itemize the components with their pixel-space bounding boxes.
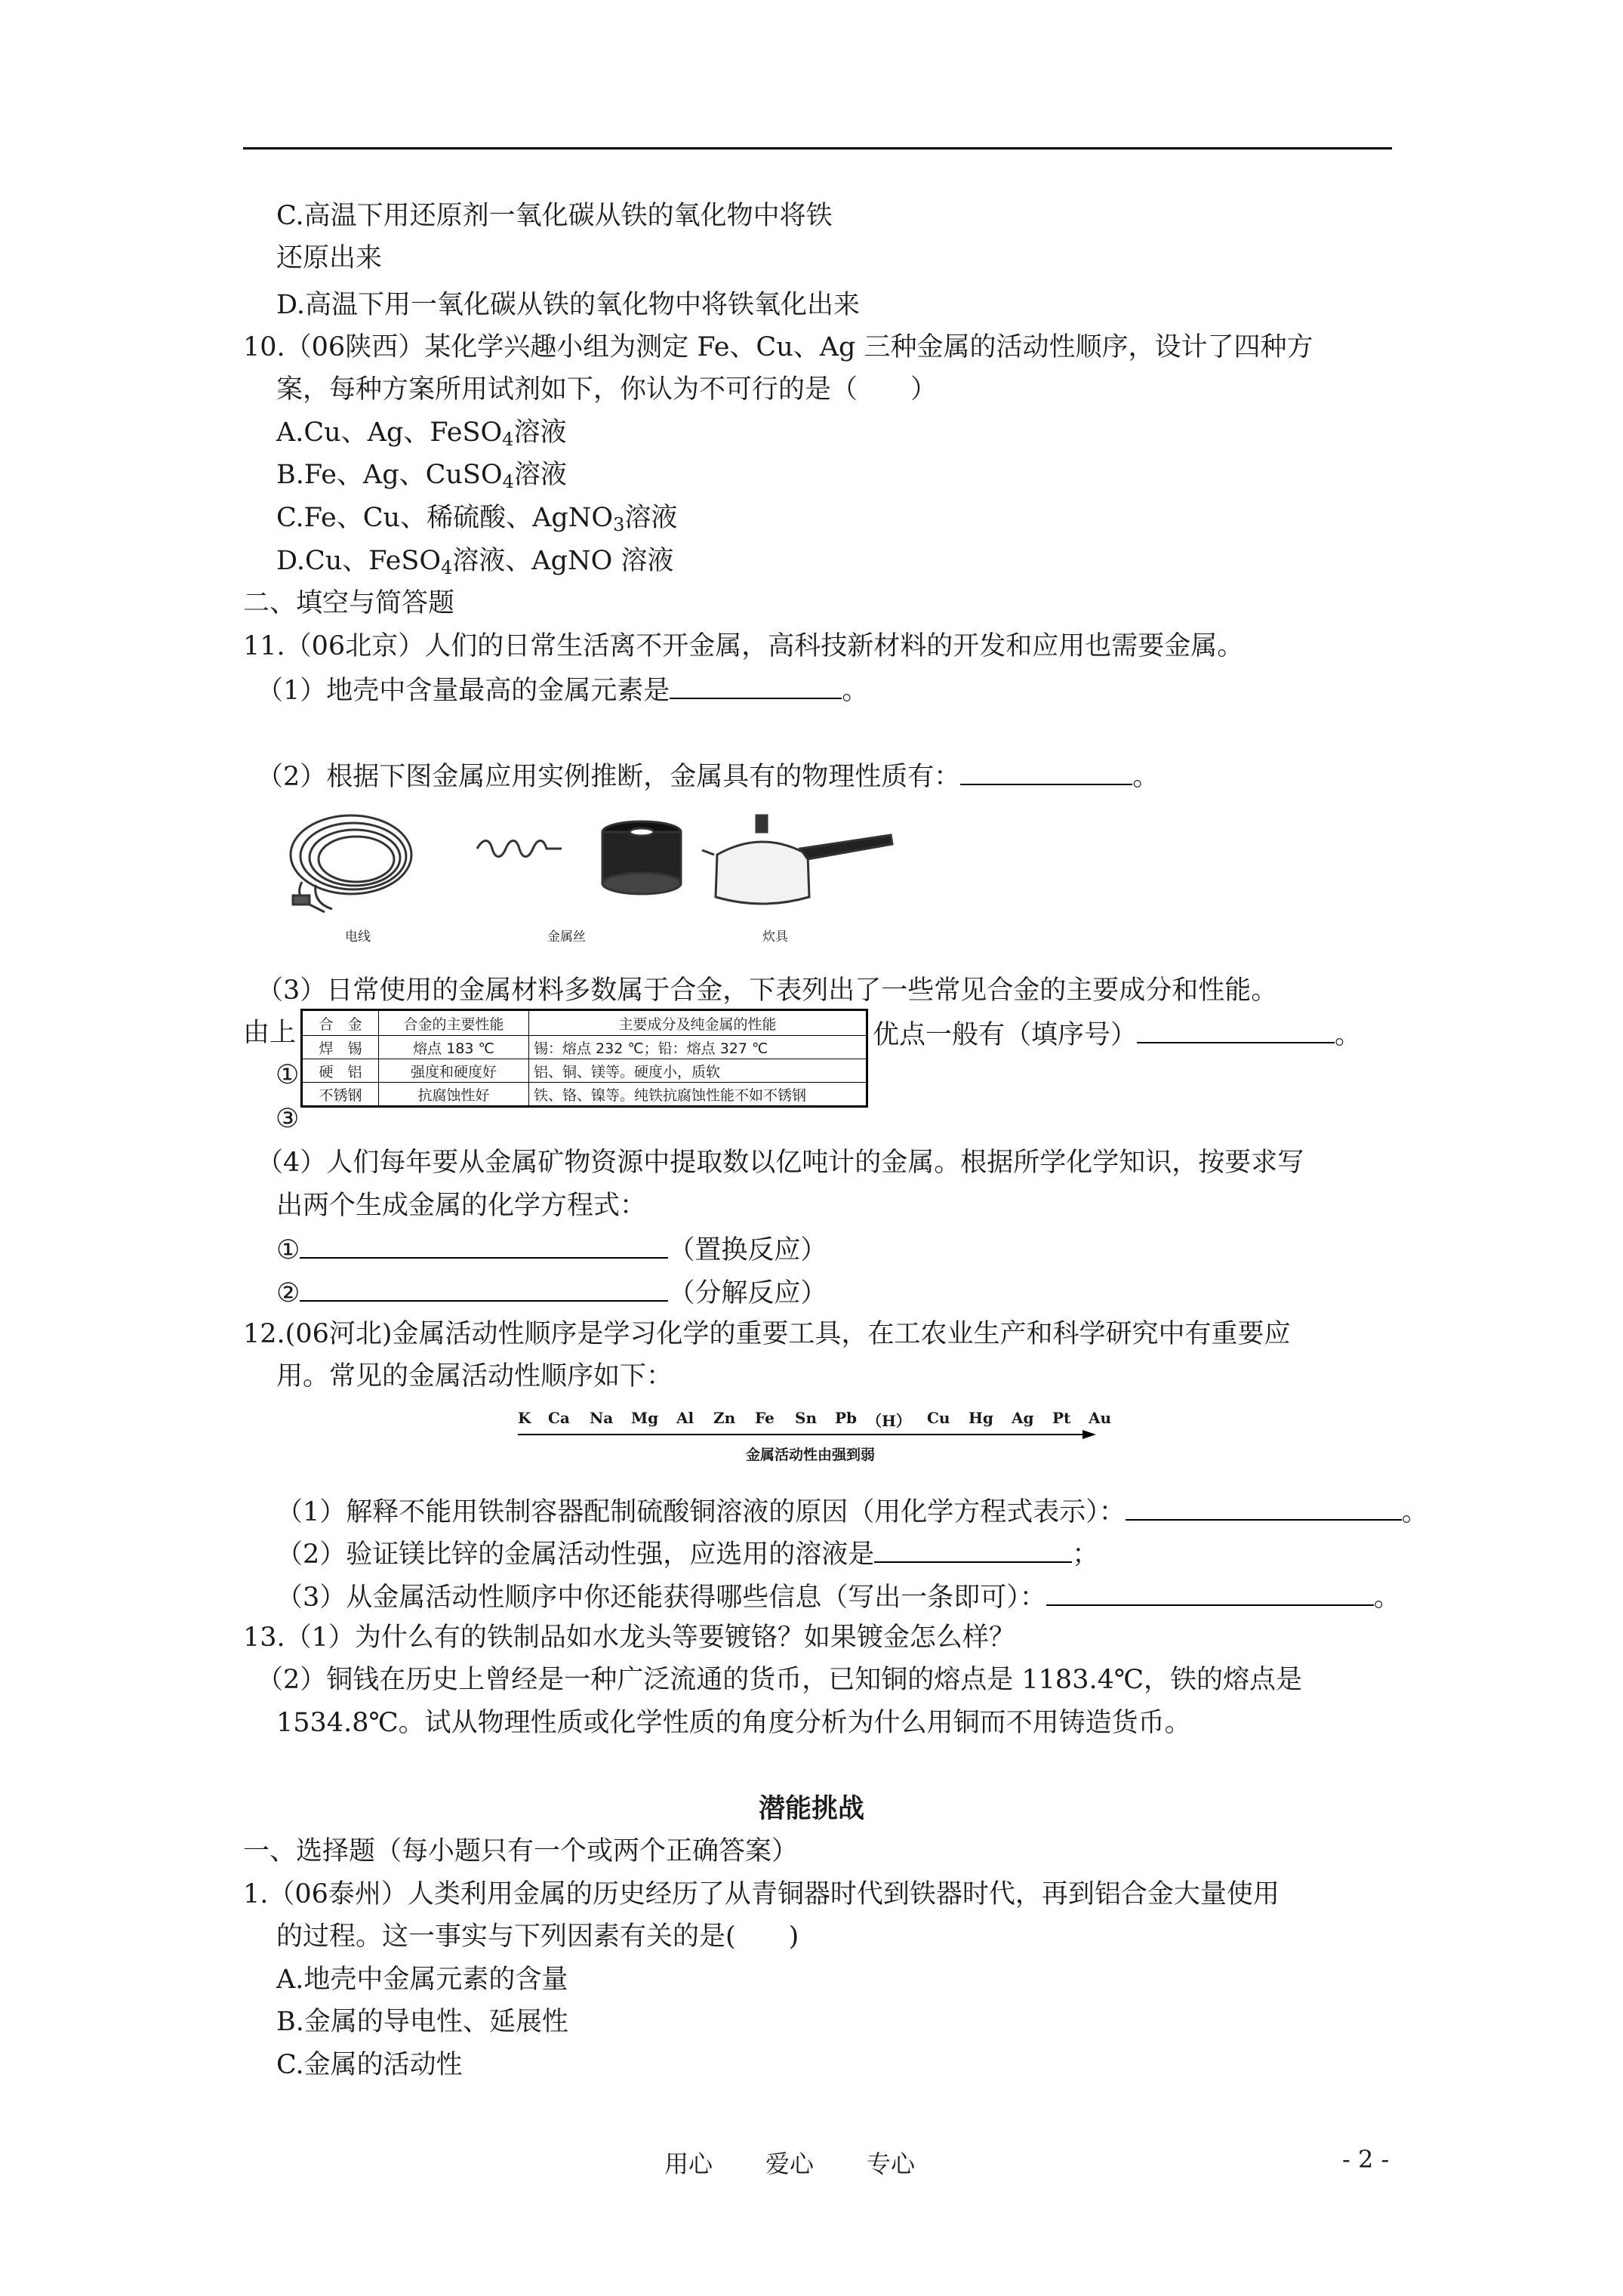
series-element: Ag (1012, 1409, 1034, 1427)
q11-part3-prompt: 优点一般有（填序号） 。 (873, 1018, 1361, 1050)
alloy-table (300, 1009, 868, 1108)
equation-1-blank[interactable] (300, 1233, 668, 1259)
activity-series-arrow (518, 1428, 1122, 1441)
q9-option-d: D.高温下用一氧化碳从铁的氧化物中将铁氧化出来 (276, 290, 860, 320)
caption-cookware: 炊具 (762, 929, 788, 945)
q11-equation-1: ① （置换反应） (276, 1233, 827, 1265)
table-cell: 铝、铜、镁等。硬度小，质软 (529, 1059, 867, 1083)
series-element: Sn (795, 1409, 817, 1427)
cookware-image (702, 815, 892, 904)
challenge-title: 潜能挑战 (758, 1793, 864, 1824)
q11-part3-blank[interactable] (1137, 1018, 1335, 1043)
series-element: Pb (835, 1409, 858, 1427)
alloy-col-composition: 主要成分及纯金属的性能 (529, 1010, 867, 1036)
q11-part3-lead: 由上 (243, 1018, 297, 1048)
page-number: - 2 - (1342, 2145, 1390, 2174)
q12-part1-blank[interactable] (1126, 1495, 1402, 1521)
wire-coil-image (291, 815, 411, 912)
equation-2-blank[interactable] (300, 1276, 668, 1302)
challenge-q1-option-c: C.金属的活动性 (276, 2050, 463, 2080)
challenge-q1-option-b: B.金属的导电性、延展性 (276, 2007, 568, 2037)
q11-part3-option-3: ③ (276, 1104, 300, 1134)
q13-part1: 13.（1）为什么有的铁制品如水龙头等要镀铬？如果镀金怎么样？ (243, 1623, 1015, 1653)
challenge-q1-stem-cont: 的过程。这一事实与下列因素有关的是( ) (276, 1922, 799, 1952)
q11-equation-2: ② （分解反应） (276, 1276, 827, 1308)
q12-part1: （1）解释不能用铁制容器配制硫酸铜溶液的原因（用化学方程式表示）： 。 (276, 1495, 1428, 1527)
q12-stem-cont: 用。常见的金属活动性顺序如下： (276, 1361, 673, 1391)
alloy-table-header (302, 1010, 867, 1036)
challenge-q1-stem: 1.（06泰州）人类利用金属的历史经历了从青铜器时代到铁器时代，再到铝合金大量使用 (243, 1879, 1280, 1909)
series-element: Hg (969, 1409, 993, 1427)
q10-option-d: D.Cu、FeSO$_4$溶液、AgNO 溶液 (276, 546, 674, 578)
q11-part2: （2）根据下图金属应用实例推断，金属具有的物理性质有： 。 (257, 760, 1159, 792)
table-row (302, 1083, 867, 1107)
challenge-q1-option-a: A.地壳中金属元素的含量 (276, 1965, 568, 1995)
series-element: Mg (631, 1409, 659, 1427)
alloy-col-properties: 合金的主要性能 (379, 1010, 529, 1036)
q10-option-c: C.Fe、Cu、稀硫酸、AgNO$_3$溶液 (276, 503, 678, 535)
table-cell: 不锈钢 (302, 1083, 379, 1107)
q10-stem: 10.（06陕西）某化学兴趣小组为测定 Fe、Cu、Ag 三种金属的活动性顺序，设计了四种方 (243, 332, 1313, 362)
q12-part3: （3）从金属活动性顺序中你还能获得哪些信息（写出一条即可）： 。 (276, 1580, 1400, 1613)
q9-option-c: C.高温下用还原剂一氧化碳从铁的氧化物中将铁 (276, 201, 833, 231)
series-element: Au (1089, 1409, 1112, 1427)
challenge-section: 一、选择题（每小题只有一个或两个正确答案） (243, 1836, 799, 1866)
q10-stem-cont: 案，每种方案所用试剂如下，你认为不可行的是（ ） (276, 374, 938, 405)
series-element: Zn (713, 1409, 736, 1427)
q11-part1: （1）地壳中含量最高的金属元素是 。 (257, 673, 868, 706)
series-element: Cu (927, 1409, 950, 1427)
table-cell: 强度和硬度好 (379, 1059, 529, 1083)
series-element: Na (590, 1409, 614, 1427)
q13-part2: （2）铜钱在历史上曾经是一种广泛流通的货币，已知铜的熔点是 1183.4℃，铁的熔点是 (257, 1665, 1303, 1695)
table-cell: 铁、铬、镍等。纯铁抗腐蚀性能不如不锈钢 (529, 1083, 867, 1107)
footer-right: 专心 (867, 2150, 916, 2178)
alloy-col-alloy: 合 金 (302, 1010, 379, 1036)
q10-option-a: A.Cu、Ag、FeSO$_4$溶液 (276, 418, 567, 450)
table-cell: 抗腐蚀性好 (379, 1083, 529, 1107)
table-cell: 硬 铝 (302, 1059, 379, 1083)
q11-stem: 11.（06北京）人们的日常生活离不开金属，高科技新材料的开发和应用也需要金属。 (243, 631, 1244, 661)
q11-part4: （4）人们每年要从金属矿物资源中提取数以亿吨计的金属。根据所学化学知识，按要求写 (257, 1148, 1304, 1178)
series-element: K (518, 1409, 531, 1427)
series-element: Ca (548, 1409, 570, 1427)
q12-stem: 12.(06河北)金属活动性顺序是学习化学的重要工具，在工农业生产和科学研究中有重要应 (243, 1319, 1291, 1349)
caption-metal-wire: 金属丝 (547, 929, 586, 945)
caption-wire: 电线 (345, 929, 371, 945)
q12-part2-blank[interactable] (874, 1537, 1072, 1563)
series-element: Fe (755, 1409, 775, 1427)
table-cell: 锡：熔点 232 ℃；铅：熔点 327 ℃ (529, 1036, 867, 1059)
header-rule (243, 147, 1392, 149)
series-element: Pt (1052, 1409, 1071, 1427)
q10-option-b: B.Fe、Ag、CuSO$_4$溶液 (276, 460, 567, 492)
table-cell: 熔点 183 ℃ (379, 1036, 529, 1059)
q9-option-c-cont: 还原出来 (276, 243, 383, 273)
metal-usage-figures (279, 799, 913, 941)
table-row (302, 1059, 867, 1083)
series-element: （H） (867, 1412, 911, 1430)
table-cell: 焊 锡 (302, 1036, 379, 1059)
q13-part2-cont: 1534.8℃。试从物理性质或化学性质的角度分析为什么用铜而不用铸造货币。 (276, 1708, 1191, 1738)
q11-part4-cont: 出两个生成金属的化学方程式： (276, 1191, 647, 1221)
section-fill-in: 二、填空与简答题 (243, 588, 455, 618)
metal-wire-image (477, 821, 681, 894)
table-row (302, 1036, 867, 1059)
q11-part1-blank[interactable] (670, 673, 842, 699)
series-element: Al (676, 1409, 694, 1427)
q11-part3: （3）日常使用的金属材料多数属于合金，下表列出了一些常见合金的主要成分和性能。 (257, 975, 1278, 1006)
footer-left: 用心 (664, 2150, 713, 2178)
activity-series-caption: 金属活动性由强到弱 (746, 1447, 876, 1463)
q12-part2: （2）验证镁比锌的金属活动性强，应选用的溶液是 ； (276, 1537, 1098, 1570)
footer-mid: 爱心 (765, 2150, 815, 2178)
q11-part3-option-1: ① (276, 1060, 300, 1090)
q11-part2-blank[interactable] (960, 760, 1132, 785)
q12-part3-blank[interactable] (1046, 1580, 1374, 1606)
